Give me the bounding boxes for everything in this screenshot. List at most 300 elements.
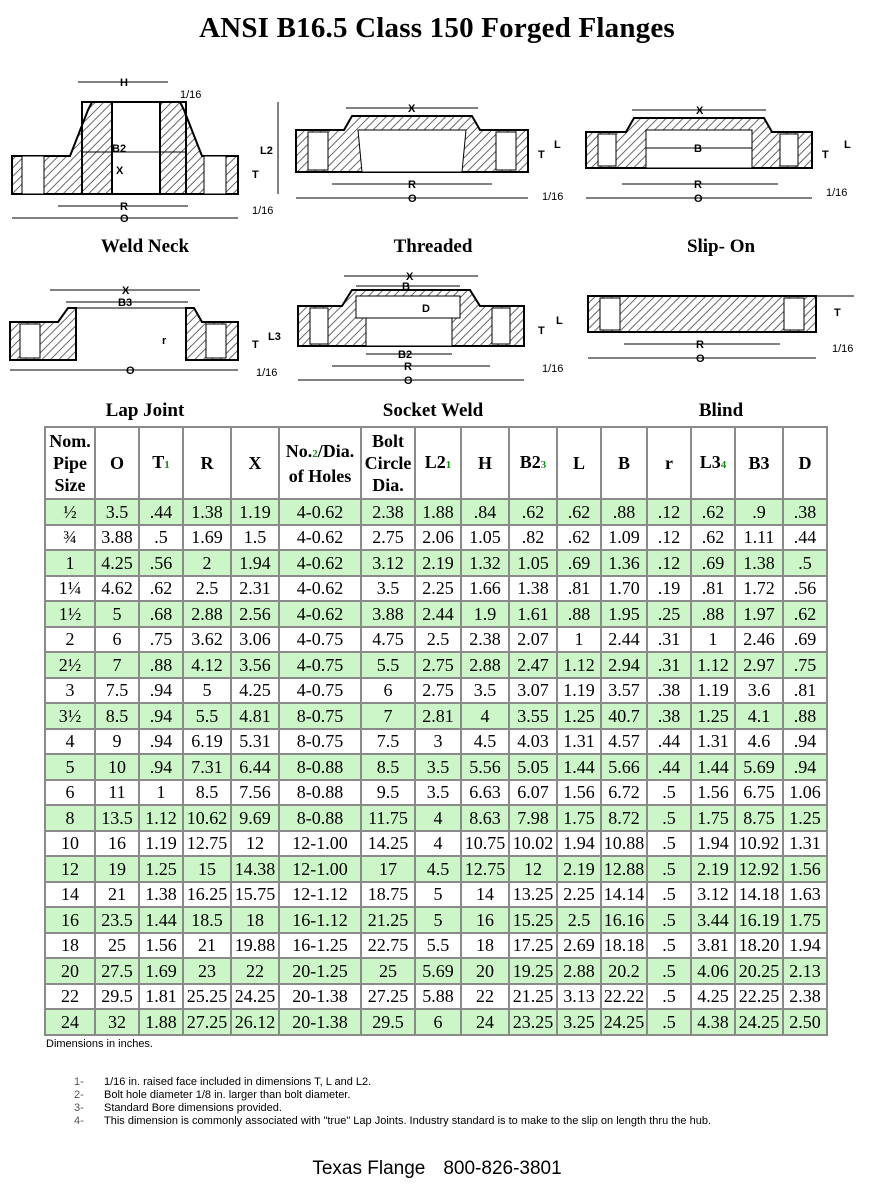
table-cell: 25 (95, 933, 139, 959)
table-cell: 4.25 (691, 984, 735, 1010)
table-cell: 12.75 (461, 856, 509, 882)
table-cell: 16 (461, 907, 509, 933)
table-cell: 2½ (45, 652, 95, 678)
table-cell: 22 (461, 984, 509, 1010)
table-cell: .75 (139, 627, 183, 653)
column-header: X (231, 427, 279, 499)
table-cell: 3.55 (509, 703, 557, 729)
table-cell: 6.07 (509, 780, 557, 806)
table-cell: .5 (647, 958, 691, 984)
svg-text:O: O (408, 193, 417, 205)
table-cell: 1.25 (783, 805, 827, 831)
table-cell: .62 (691, 525, 735, 551)
table-cell: 4.62 (95, 576, 139, 602)
table-cell: 4.1 (735, 703, 783, 729)
table-cell: 8.5 (361, 754, 415, 780)
table-cell: .5 (647, 831, 691, 857)
table-row (45, 550, 827, 576)
svg-text:T: T (538, 149, 545, 161)
column-header: B (601, 427, 647, 499)
table-cell: 7.56 (231, 780, 279, 806)
table-cell: 1 (557, 627, 601, 653)
table-cell: 1.5 (231, 525, 279, 551)
table-cell: .75 (783, 652, 827, 678)
table-cell: 12-1.12 (279, 882, 361, 908)
table-cell: 1.94 (231, 550, 279, 576)
table-cell: 2.38 (461, 627, 509, 653)
table-cell: 18.20 (735, 933, 783, 959)
table-cell: 12.88 (601, 856, 647, 882)
table-cell: 17 (361, 856, 415, 882)
table-cell: 7 (95, 652, 139, 678)
table-cell: 1.05 (461, 525, 509, 551)
table-cell: ¾ (45, 525, 95, 551)
svg-text:r: r (162, 335, 167, 347)
table-cell: 23 (183, 958, 231, 984)
table-cell: 8-0.88 (279, 780, 361, 806)
table-cell: 1.63 (783, 882, 827, 908)
table-cell: .81 (557, 576, 601, 602)
table-cell: 7.31 (183, 754, 231, 780)
table-cell: 4 (461, 703, 509, 729)
table-cell: 13.5 (95, 805, 139, 831)
table-cell: 4-0.62 (279, 525, 361, 551)
table-cell: 25 (361, 958, 415, 984)
table-cell: .82 (509, 525, 557, 551)
table-cell: 9.69 (231, 805, 279, 831)
table-cell: 2.47 (509, 652, 557, 678)
svg-text:B: B (402, 281, 410, 293)
table-cell: 6 (361, 678, 415, 704)
table-cell: 4-0.62 (279, 576, 361, 602)
table-cell: 24.25 (601, 1009, 647, 1035)
table-cell: 1.56 (783, 856, 827, 882)
table-cell: .62 (139, 576, 183, 602)
table-cell: .69 (783, 627, 827, 653)
table-cell: 26.12 (231, 1009, 279, 1035)
table-cell: 5 (415, 907, 461, 933)
table-cell: 1.31 (557, 729, 601, 755)
threaded-label: Threaded (393, 236, 473, 257)
table-cell: 5.5 (415, 933, 461, 959)
page-title: ANSI B16.5 Class 150 Forged Flanges (199, 12, 675, 44)
table-cell: 2.88 (557, 958, 601, 984)
blind-label: Blind (698, 400, 744, 421)
table-cell: 1.88 (139, 1009, 183, 1035)
table-cell: 4.57 (601, 729, 647, 755)
table-cell: 6 (415, 1009, 461, 1035)
table-cell: 1.19 (139, 831, 183, 857)
table-cell: 1 (691, 627, 735, 653)
table-cell: 3.5 (415, 754, 461, 780)
table-cell: .88 (691, 601, 735, 627)
table-cell: .94 (783, 729, 827, 755)
table-row (45, 652, 827, 678)
table-cell: 5.5 (361, 652, 415, 678)
table-cell: 2.94 (601, 652, 647, 678)
table-cell: 18.75 (361, 882, 415, 908)
table-cell: 1.25 (139, 856, 183, 882)
table-cell: .69 (557, 550, 601, 576)
table-cell: 24.25 (735, 1009, 783, 1035)
table-cell: 1.56 (139, 933, 183, 959)
table-cell: 2.44 (601, 627, 647, 653)
table-cell: .38 (783, 499, 827, 525)
table-cell: 4-0.75 (279, 627, 361, 653)
table-cell: 6.44 (231, 754, 279, 780)
footnote: 1- 1/16 in. raised face included in dimensions T, L and L2. (74, 1076, 372, 1088)
table-cell: 4.03 (509, 729, 557, 755)
svg-text:B2: B2 (398, 349, 413, 361)
table-row (45, 907, 827, 933)
table-cell: 1.19 (691, 678, 735, 704)
table-cell: 3.06 (231, 627, 279, 653)
table-cell: 2.46 (735, 627, 783, 653)
table-cell: 19.88 (231, 933, 279, 959)
table-cell: 19 (95, 856, 139, 882)
table-cell: 8.5 (95, 703, 139, 729)
table-cell: 1.12 (691, 652, 735, 678)
table-cell: 2.97 (735, 652, 783, 678)
svg-text:1/16: 1/16 (832, 343, 854, 355)
table-cell: .62 (509, 499, 557, 525)
table-cell: .94 (139, 754, 183, 780)
column-header: L34 (691, 427, 735, 499)
table-cell: 4.25 (231, 678, 279, 704)
table-cell: 10.92 (735, 831, 783, 857)
table-cell: 10.88 (601, 831, 647, 857)
column-header: H (461, 427, 509, 499)
table-cell: 1.19 (231, 499, 279, 525)
table-cell: 16.16 (601, 907, 647, 933)
table-cell: 1.32 (461, 550, 509, 576)
table-cell: 2 (45, 627, 95, 653)
table-cell: 3.44 (691, 907, 735, 933)
table-cell: 10 (45, 831, 95, 857)
column-header: r (647, 427, 691, 499)
table-cell: 1.70 (601, 576, 647, 602)
table-cell: .5 (647, 984, 691, 1010)
table-cell: .5 (139, 525, 183, 551)
table-cell: 24.25 (231, 984, 279, 1010)
svg-text:B2: B2 (112, 143, 127, 155)
table-cell: 2.5 (415, 627, 461, 653)
table-cell: 1.31 (691, 729, 735, 755)
company-name: Texas Flange (312, 1158, 426, 1179)
table-cell: 7 (361, 703, 415, 729)
table-row (45, 576, 827, 602)
table-cell: 2.31 (231, 576, 279, 602)
svg-text:1/16: 1/16 (180, 89, 202, 101)
table-cell: .5 (647, 856, 691, 882)
table-cell: 14.38 (231, 856, 279, 882)
table-row (45, 1009, 827, 1035)
table-cell: 4.06 (691, 958, 735, 984)
svg-text:D: D (422, 303, 430, 315)
table-cell: 2 (183, 550, 231, 576)
table-cell: 8-0.88 (279, 805, 361, 831)
table-cell: 1.75 (557, 805, 601, 831)
table-cell: 2.38 (361, 499, 415, 525)
table-row (45, 856, 827, 882)
table-cell: 1.38 (183, 499, 231, 525)
table-cell: .5 (647, 907, 691, 933)
table-cell: 2.75 (415, 652, 461, 678)
table-cell: 2.56 (231, 601, 279, 627)
svg-text:L: L (554, 139, 561, 151)
table-cell: 1.11 (735, 525, 783, 551)
svg-text:1/16: 1/16 (256, 367, 278, 379)
table-cell: 2.88 (183, 601, 231, 627)
table-cell: .44 (783, 525, 827, 551)
table-cell: 14 (461, 882, 509, 908)
table-cell: 4-0.62 (279, 550, 361, 576)
table-cell: 3½ (45, 703, 95, 729)
table-cell: 27.25 (361, 984, 415, 1010)
svg-text:O: O (120, 213, 129, 225)
table-cell: 3.81 (691, 933, 735, 959)
svg-text:L3: L3 (268, 331, 281, 343)
table-cell: .44 (647, 729, 691, 755)
table-cell: 2.75 (415, 678, 461, 704)
table-cell: 12-1.00 (279, 831, 361, 857)
table-cell: 1.94 (783, 933, 827, 959)
table-cell: 25.25 (183, 984, 231, 1010)
column-header: No.2/Dia. of Holes (279, 427, 361, 499)
table-cell: 2.38 (783, 984, 827, 1010)
table-cell: .5 (783, 550, 827, 576)
svg-text:X: X (122, 285, 130, 297)
svg-text:1/16: 1/16 (542, 191, 564, 203)
table-header-row (45, 427, 827, 499)
table-cell: 16.19 (735, 907, 783, 933)
table-cell: 8.63 (461, 805, 509, 831)
svg-text:T: T (822, 149, 829, 161)
table-cell: 11.75 (361, 805, 415, 831)
table-cell: 1.88 (415, 499, 461, 525)
table-cell: 1.9 (461, 601, 509, 627)
table-cell: 15.25 (509, 907, 557, 933)
table-cell: 2.50 (783, 1009, 827, 1035)
table-cell: 10.62 (183, 805, 231, 831)
table-cell: .25 (647, 601, 691, 627)
table-cell: .94 (139, 729, 183, 755)
table-cell: ½ (45, 499, 95, 525)
table-row (45, 933, 827, 959)
table-cell: 6.75 (735, 780, 783, 806)
table-cell: .12 (647, 525, 691, 551)
table-cell: 20-1.38 (279, 1009, 361, 1035)
table-cell: 1½ (45, 601, 95, 627)
footnote: 3- Standard Bore dimensions provided. (74, 1102, 282, 1114)
footnotes (74, 1076, 711, 1128)
svg-text:L: L (556, 315, 563, 327)
table-cell: 6.72 (601, 780, 647, 806)
table-cell: 1.95 (601, 601, 647, 627)
table-cell: .68 (139, 601, 183, 627)
table-cell: .38 (647, 703, 691, 729)
table-cell: 4-0.75 (279, 678, 361, 704)
table-cell: 16 (45, 907, 95, 933)
table-cell: 8-0.88 (279, 754, 361, 780)
table-cell: 3.07 (509, 678, 557, 704)
table-cell: .5 (647, 933, 691, 959)
table-cell: 22.75 (361, 933, 415, 959)
table-cell: 27.5 (95, 958, 139, 984)
table-cell: 5.88 (415, 984, 461, 1010)
table-cell: 3.12 (691, 882, 735, 908)
dim-h-label: H (120, 77, 128, 89)
table-cell: .5 (647, 805, 691, 831)
column-header: B3 (735, 427, 783, 499)
table-cell: 2.88 (461, 652, 509, 678)
table-cell: 3.5 (415, 780, 461, 806)
table-cell: 14.18 (735, 882, 783, 908)
svg-text:O: O (404, 375, 413, 387)
column-header: L21 (415, 427, 461, 499)
table-cell: 1.72 (735, 576, 783, 602)
table-cell: 18.18 (601, 933, 647, 959)
table-cell: 10.02 (509, 831, 557, 857)
table-cell: .19 (647, 576, 691, 602)
table-cell: 1.06 (783, 780, 827, 806)
table-cell: 4-0.75 (279, 652, 361, 678)
table-cell: 20-1.25 (279, 958, 361, 984)
svg-text:O: O (694, 193, 703, 205)
table-cell: 13.25 (509, 882, 557, 908)
table-cell: 11 (95, 780, 139, 806)
table-cell: 7.98 (509, 805, 557, 831)
table-cell: .62 (783, 601, 827, 627)
svg-text:R: R (404, 361, 412, 373)
table-cell: 21.25 (509, 984, 557, 1010)
table-cell: 8.5 (183, 780, 231, 806)
table-cell: 2.13 (783, 958, 827, 984)
table-cell: 23.25 (509, 1009, 557, 1035)
table-cell: 1¼ (45, 576, 95, 602)
table-cell: 6 (95, 627, 139, 653)
table-cell: 22.25 (735, 984, 783, 1010)
table-cell: 1.38 (735, 550, 783, 576)
table-cell: 2.25 (415, 576, 461, 602)
table-cell: 2.5 (557, 907, 601, 933)
table-cell: 5.5 (183, 703, 231, 729)
table-cell: 2.81 (415, 703, 461, 729)
table-cell: 4.38 (691, 1009, 735, 1035)
units-note: Dimensions in inches. (46, 1038, 153, 1050)
table-cell: .9 (735, 499, 783, 525)
table-cell: .88 (557, 601, 601, 627)
table-cell: 6 (45, 780, 95, 806)
table-cell: 16 (95, 831, 139, 857)
table-cell: 20.2 (601, 958, 647, 984)
table-cell: .12 (647, 550, 691, 576)
table-cell: .88 (783, 703, 827, 729)
table-cell: 12.75 (183, 831, 231, 857)
table-cell: 1 (45, 550, 95, 576)
table-cell: 1.81 (139, 984, 183, 1010)
svg-text:L2: L2 (260, 145, 273, 157)
table-cell: 9 (95, 729, 139, 755)
table-cell: .94 (783, 754, 827, 780)
table-cell: .5 (647, 882, 691, 908)
table-cell: 21 (95, 882, 139, 908)
svg-text:T: T (834, 307, 841, 319)
table-cell: .5 (647, 1009, 691, 1035)
table-cell: .81 (783, 678, 827, 704)
table-row (45, 703, 827, 729)
table-cell: 4.5 (415, 856, 461, 882)
table-cell: 2.19 (415, 550, 461, 576)
table-cell: 5 (45, 754, 95, 780)
svg-text:R: R (120, 201, 128, 213)
table-cell: 18 (461, 933, 509, 959)
table-cell: 4 (415, 831, 461, 857)
table-cell: 6.63 (461, 780, 509, 806)
table-cell: 16-1.12 (279, 907, 361, 933)
table-row (45, 754, 827, 780)
table-cell: 5.69 (415, 958, 461, 984)
table-cell: 2.19 (691, 856, 735, 882)
table-cell: 1.44 (557, 754, 601, 780)
table-cell: 3 (45, 678, 95, 704)
table-row (45, 678, 827, 704)
blind-diagram (584, 290, 864, 370)
table-cell: 1.69 (139, 958, 183, 984)
footer (0, 1158, 874, 1180)
table-cell: 1.09 (601, 525, 647, 551)
table-cell: 1.94 (691, 831, 735, 857)
table-cell: 15.75 (231, 882, 279, 908)
svg-text:R: R (408, 179, 416, 191)
lap-joint-label: Lap Joint (105, 400, 185, 421)
table-row (45, 525, 827, 551)
table-cell: 22 (45, 984, 95, 1010)
column-header: R (183, 427, 231, 499)
table-cell: .69 (691, 550, 735, 576)
table-cell: 14.25 (361, 831, 415, 857)
table-cell: 2.5 (183, 576, 231, 602)
slip-on-label: Slip- On (686, 236, 756, 257)
table-cell: 4.6 (735, 729, 783, 755)
table-cell: 19.25 (509, 958, 557, 984)
table-row (45, 780, 827, 806)
table-cell: 7.5 (361, 729, 415, 755)
table-cell: 1.05 (509, 550, 557, 576)
table-cell: .62 (691, 499, 735, 525)
table-cell: 10 (95, 754, 139, 780)
table-cell: 3.5 (361, 576, 415, 602)
table-cell: 1.61 (509, 601, 557, 627)
table-cell: 16.25 (183, 882, 231, 908)
table-cell: 8 (45, 805, 95, 831)
table-cell: 22.22 (601, 984, 647, 1010)
slip-on-diagram (582, 100, 864, 210)
phone-number: 800-826-3801 (443, 1158, 562, 1179)
table-cell: .84 (461, 499, 509, 525)
table-cell: 3.56 (231, 652, 279, 678)
table-cell: 1.56 (557, 780, 601, 806)
table-row (45, 627, 827, 653)
table-cell: 5.31 (231, 729, 279, 755)
table-cell: .44 (139, 499, 183, 525)
svg-text:R: R (694, 179, 702, 191)
table-cell: 29.5 (361, 1009, 415, 1035)
table-cell: 8.72 (601, 805, 647, 831)
table-cell: 3.5 (461, 678, 509, 704)
table-cell: 20-1.38 (279, 984, 361, 1010)
table-cell: 5 (95, 601, 139, 627)
